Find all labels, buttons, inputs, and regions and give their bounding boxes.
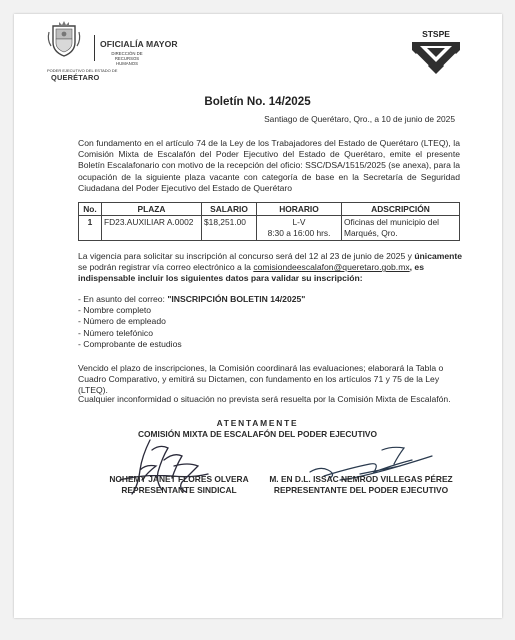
vigencia-paragraph (78, 251, 464, 285)
executive-representative-block (266, 474, 456, 495)
vigencia-part1: La vigencia para solicitar su inscripción al concurso será del 12 al 23 de junio de 2025 y (78, 251, 415, 261)
vigencia-part3: , es indispensable incluir los siguientes datos para validar su inscripción: (78, 262, 424, 284)
header-salario: SALARIO (202, 203, 257, 216)
queretaro-label: QUERÉTARO (51, 73, 100, 82)
oficialia-mayor-label: OFICIALÍA MAYOR (100, 39, 178, 49)
issue-date: Santiago de Querétaro, Qro., a 10 de junio de 2025 (264, 114, 455, 124)
stspe-logo (408, 28, 464, 80)
state-crest-logo (45, 20, 83, 58)
asunto-prefix: - En asunto del correo: (78, 294, 168, 304)
intro-paragraph: Con fundamento en el artículo 74 de la Ley de los Trabajadores del Estado de Querétaro (LTEQ), la Comisión Mixta de Escalafón del Poder Ejecutivo del Estado de Querétaro, emite el presente Boletín Escalafonario con motivo de la recepción del oficio: SSC/DSA/1515/2025 (se anexa), para la ocupación de la siguiente plaza vacante con categoría de base en la Secretaría de Seguridad Ciudadana del Poder Ejecutivo del Estado de Querétaro (78, 138, 460, 193)
bulletin-title: Boletín No. 14/2025 (204, 95, 311, 108)
direccion-label: DIRECCIÓN DE RECURSOS HUMANOS (111, 51, 143, 66)
list-item: - Comprobante de estudios (78, 338, 182, 349)
union-representative-block (94, 474, 264, 495)
header-adscripcion: ADSCRIPCIÓN (342, 203, 460, 216)
list-item: - Número telefónico (78, 327, 153, 338)
table-row (79, 216, 460, 241)
horario-hours: 8:30 a 16:00 hrs. (267, 228, 331, 238)
cell-salario: $18,251.00 (202, 216, 257, 241)
header-horario: HORARIO (257, 203, 342, 216)
list-item: - Número de empleado (78, 316, 166, 327)
horario-days: L-V (292, 217, 306, 227)
list-item (78, 294, 458, 305)
header-plaza: PLAZA (102, 203, 202, 216)
comision-label: COMISIÓN MIXTA DE ESCALAFÓN DEL PODER EJECUTIVO (137, 429, 378, 439)
process-paragraph: Vencido el plazo de inscripciones, la Comisión coordinará las evaluaciones; elaborará la Tabla o Cuadro Comparativo, y emitirá su Dictamen, con fundamento en los artículos 71 y 75 de la Ley (LTEQ). (78, 363, 444, 396)
header-no: No. (79, 203, 102, 216)
vigencia-unicamente: únicamente (414, 251, 463, 261)
header-divider (94, 35, 95, 61)
union-representative-name: NOHEMY JANET FLORES OLVERA (109, 474, 249, 484)
atentamente-label: ATENTAMENTE (216, 418, 299, 428)
vigencia-part2: se podrán registrar vía correo electrónico a la (78, 262, 254, 273)
email-link[interactable]: comisiondeescalafon@queretaro.gob.mx (253, 262, 410, 273)
executive-representative-role: REPRESENTANTE DEL PODER EJECUTIVO (273, 484, 449, 495)
executive-representative-name: M. EN D.L. ISSAC NEMROD VILLEGAS PÉREZ (269, 474, 453, 484)
asunto-value: "INSCRIPCIÓN BOLETIN 14/2025" (167, 294, 306, 304)
cell-no: 1 (79, 216, 102, 241)
stspe-logo-text: STSPE (422, 29, 450, 39)
table-header-row (79, 203, 460, 216)
cell-plaza: FD23.AUXILIAR A.0002 (102, 216, 202, 241)
list-item: - Nombre completo (78, 305, 152, 316)
crest-caption: PODER EJECUTIVO DEL ESTADO DE (47, 68, 118, 73)
inconformity-paragraph: Cualquier inconformidad o situación no prevista será resuelta por la Comisión Mixta de Escalafón. (78, 394, 451, 404)
requirements-list (78, 294, 458, 350)
cell-horario (257, 216, 342, 241)
cell-adscripcion: Oficinas del municipio del Marqués, Qro. (342, 216, 460, 241)
vacancy-table (78, 202, 460, 241)
union-representative-role: REPRESENTANTE SINDICAL (121, 484, 237, 495)
